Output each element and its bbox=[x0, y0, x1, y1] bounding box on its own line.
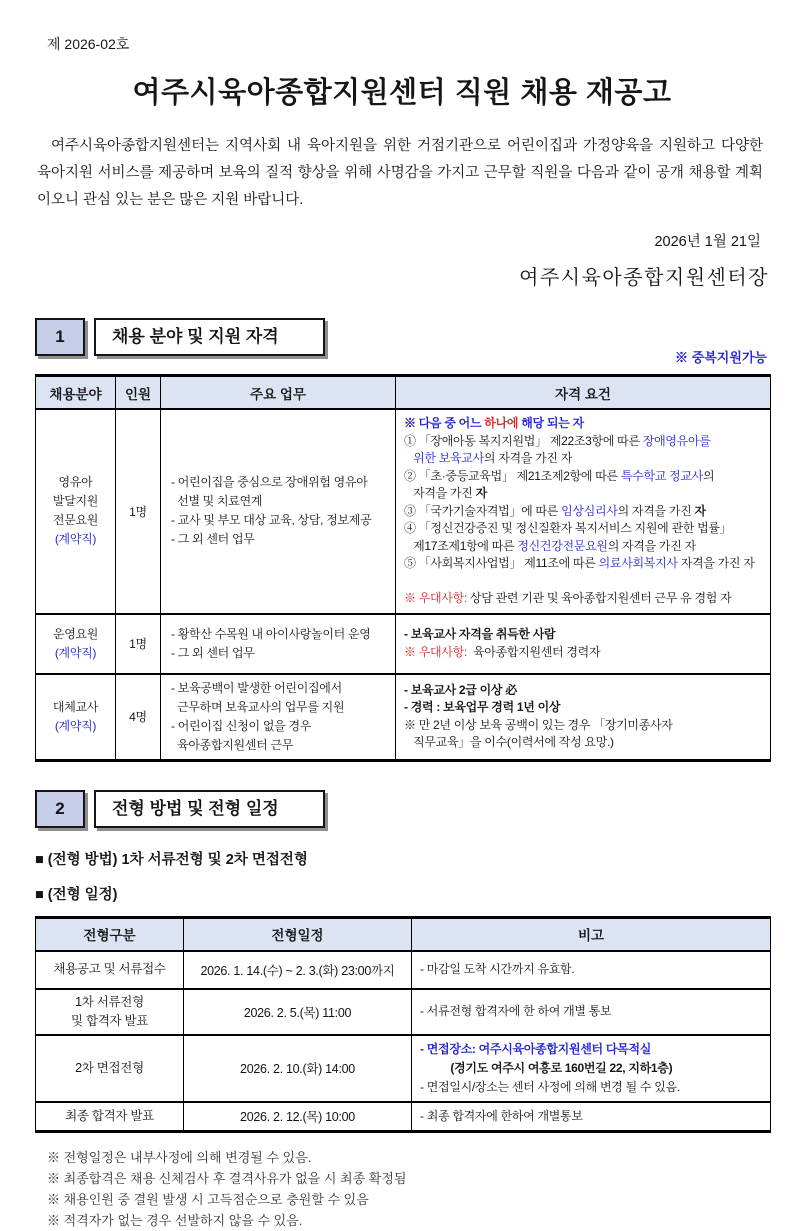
section2-number-badge: 2 bbox=[35, 790, 85, 828]
field-line: 영유아 bbox=[58, 475, 93, 490]
stage-line: 2차 면접전형 bbox=[75, 1060, 144, 1075]
qual-line: 제17조제1항에 따른 정신건강전문요원의 자격을 가진 자 bbox=[404, 538, 696, 553]
recruitment-table-header-row bbox=[36, 376, 771, 410]
field-line: 운영요원 bbox=[52, 626, 99, 641]
count-cell: 1명 bbox=[116, 614, 161, 674]
contract-type-note: (계약직) bbox=[54, 718, 97, 733]
stage-line: 채용공고 및 서류접수 bbox=[53, 962, 166, 976]
stage-cell bbox=[36, 951, 184, 989]
qual-line: ※ 만 2년 이상 보육 공백이 있는 경우 「장기미종사자 bbox=[404, 717, 673, 732]
qual-line: ※ 다음 중 어느 하나에 해당 되는 자 bbox=[404, 416, 584, 430]
duty-line: - 보육공백이 발생한 어린이집에서 bbox=[171, 680, 342, 695]
duty-line: - 그 외 센터 업무 bbox=[171, 645, 255, 660]
duty-line: - 어린이집 신청이 없을 경우 bbox=[171, 718, 312, 733]
contract-type-note: (계약직) bbox=[54, 532, 97, 547]
footer-note-line: ※ 적격자가 없는 경우 선발하지 않을 수 있음. bbox=[47, 1212, 303, 1228]
qual-line: ※ 우대사항: 육아종합지원센터 경력자 bbox=[404, 644, 601, 659]
duty-line: - 황학산 수목원 내 아이사랑놀이터 운영 bbox=[171, 626, 371, 641]
col-header-duties: 주요 업무 bbox=[161, 376, 396, 410]
remark-line: - 면접장소: 여주시육아종합지원센터 다목적실 bbox=[420, 1041, 652, 1056]
remark-line: - 면접일시/장소는 센터 사정에 의해 변경 될 수 있음. bbox=[420, 1079, 680, 1094]
qualifications-cell bbox=[396, 614, 771, 674]
signer-name: 여주시육아종합지원센터장 bbox=[519, 267, 769, 289]
qual-line: - 경력 : 보육업무 경력 1년 이상 bbox=[404, 700, 561, 714]
section1-header bbox=[35, 318, 769, 365]
footer-notes bbox=[35, 1147, 769, 1231]
qual-line: 자격을 가진 자 bbox=[404, 486, 487, 500]
duties-cell bbox=[161, 614, 396, 674]
col-header-remark: 비고 bbox=[412, 917, 771, 951]
qual-line: - 보육교사 자격을 취득한 사람 bbox=[404, 627, 556, 641]
col-header-stage: 전형구분 bbox=[36, 917, 184, 951]
duty-line: - 교사 및 부모 대상 교육, 상담, 정보제공 bbox=[171, 513, 372, 528]
section2-title: 전형 방법 및 전형 일정 bbox=[94, 790, 325, 828]
date-cell: 2026. 2. 5.(목) 11:00 bbox=[184, 989, 412, 1035]
duties-cell bbox=[161, 674, 396, 761]
duplicate-apply-note: ※ 중복지원가능 bbox=[675, 350, 767, 365]
remark-line: - 최종 합격자에 한하여 개별통보 bbox=[420, 1108, 583, 1123]
selection-schedule-line: ■ (전형 일정) bbox=[35, 886, 118, 903]
footer-note-line: ※ 전형일정은 내부사정에 의해 변경될 수 있음. bbox=[47, 1149, 312, 1165]
remark-line: - 서류전형 합격자에 한 하여 개별 통보 bbox=[420, 1004, 612, 1018]
col-header-date: 전형일정 bbox=[184, 917, 412, 951]
qual-line: ② 「초·중등교육법」 제21조제2항에 따른 특수학교 정교사의 bbox=[404, 468, 715, 483]
table-row bbox=[36, 1035, 771, 1102]
footer-note-line: ※ 최종합격은 채용 신체검사 후 결격사유가 없을 시 최종 확정됨 bbox=[47, 1170, 407, 1186]
duty-line: - 그 외 센터 업무 bbox=[171, 532, 255, 547]
qualifications-cell bbox=[396, 674, 771, 761]
col-header-quals: 자격 요건 bbox=[396, 376, 771, 410]
field-line: 발달지원 bbox=[52, 494, 99, 509]
qual-line: ③ 「국가기술자격법」에 따른 임상심리사의 자격을 가진 자 bbox=[404, 503, 706, 518]
footer-note-line: ※ 채용인원 중 결원 발생 시 고득점순으로 충원할 수 있음 bbox=[47, 1191, 369, 1207]
remark-cell bbox=[412, 1035, 771, 1102]
stage-line: 1차 서류전형 bbox=[75, 994, 144, 1009]
remark-cell bbox=[412, 1102, 771, 1132]
page-title: 여주시육아종합지원센터 직원 채용 재공고 bbox=[132, 77, 672, 109]
section1-title: 채용 분야 및 지원 자격 bbox=[94, 318, 325, 356]
table-row bbox=[36, 409, 771, 614]
date-cell: 2026. 2. 12.(목) 10:00 bbox=[184, 1102, 412, 1132]
qual-line: 직무교육」을 이수(이력서에 작성 요망.) bbox=[404, 735, 614, 749]
qual-line: ① 「장애아동 복지지원법」 제22조3항에 따른 장애영유아를 bbox=[404, 433, 711, 448]
duty-line: - 어린이집을 중심으로 장애위험 영유아 bbox=[171, 475, 368, 490]
duty-line: 선별 및 치료연계 bbox=[171, 494, 263, 509]
date-cell: 2026. 1. 14.(수) ~ 2. 3.(화) 23:00까지 bbox=[184, 951, 412, 989]
count-cell: 1명 bbox=[116, 409, 161, 614]
stage-cell bbox=[36, 1035, 184, 1102]
remark-line: - 마감일 도착 시간까지 유효함. bbox=[420, 962, 575, 976]
schedule-table bbox=[35, 916, 771, 1133]
table-row bbox=[36, 951, 771, 989]
col-header-count: 인원 bbox=[116, 376, 161, 410]
field-cell bbox=[36, 409, 116, 614]
stage-line: 최종 합격자 발표 bbox=[65, 1108, 154, 1123]
remark-cell bbox=[412, 989, 771, 1035]
qual-line: 위한 보육교사의 자격을 가진 자 bbox=[413, 451, 573, 465]
section1-number-badge: 1 bbox=[35, 318, 85, 356]
remark-line: (경기도 여주시 여흥로 160번길 22, 지하1층) bbox=[420, 1060, 673, 1075]
table-row bbox=[36, 989, 771, 1035]
remark-cell bbox=[412, 951, 771, 989]
qual-line bbox=[404, 573, 766, 591]
col-header-field: 채용분야 bbox=[36, 376, 116, 410]
qualifications-cell bbox=[396, 409, 771, 614]
qual-line: ④ 「정신건강증진 및 정신질환자 복지서비스 지원에 관한 법률」 bbox=[404, 521, 732, 535]
section2-header bbox=[35, 790, 769, 834]
date-cell: 2026. 2. 10.(화) 14:00 bbox=[184, 1035, 412, 1102]
contract-type-note: (계약직) bbox=[54, 645, 97, 660]
qual-line: ⑤ 「사회복지사업법」 제11조에 따른 의료사회복지사 자격을 가진 자 bbox=[404, 556, 755, 570]
stage-cell bbox=[36, 989, 184, 1035]
intro-paragraph: 여주시육아종합지원센터는 지역사회 내 육아지원을 위한 거점기관으로 어린이집과 가정양육을 지원하고 다양한 육아지원 서비스를 제공하며 보육의 질적 향상을 위해 사명감을 가지고 근무할 직원을 다음과 같이 공개 채용할 계획이오니 관심 있는 분은 많은 지원 바랍니다. bbox=[37, 138, 763, 208]
stage-line: 및 합격자 발표 bbox=[71, 1013, 148, 1028]
qual-line: - 보육교사 2급 이상 必 bbox=[404, 682, 517, 697]
field-cell bbox=[36, 674, 116, 761]
duties-cell bbox=[161, 409, 396, 614]
table-row bbox=[36, 674, 771, 761]
table-row bbox=[36, 1102, 771, 1132]
doc-number: 제 2026-02호 bbox=[47, 36, 130, 52]
qual-line: ※ 우대사항: 상담 관련 기관 및 육아종합지원센터 근무 유 경험 자 bbox=[404, 591, 732, 605]
recruitment-table bbox=[35, 374, 771, 762]
field-line: 대체교사 bbox=[52, 699, 99, 714]
count-cell: 4명 bbox=[116, 674, 161, 761]
announcement-date: 2026년 1월 21일 bbox=[654, 234, 761, 250]
table-row bbox=[36, 614, 771, 674]
stage-cell bbox=[36, 1102, 184, 1132]
field-cell bbox=[36, 614, 116, 674]
duty-line: 근무하며 보육교사의 업무를 지원 bbox=[171, 699, 345, 714]
field-line: 전문요원 bbox=[52, 513, 99, 528]
duty-line: 육아종합지원센터 근무 bbox=[171, 737, 294, 752]
selection-method-line: ■ (전형 방법) 1차 서류전형 및 2차 면접전형 bbox=[35, 851, 308, 868]
schedule-table-header-row bbox=[36, 917, 771, 951]
